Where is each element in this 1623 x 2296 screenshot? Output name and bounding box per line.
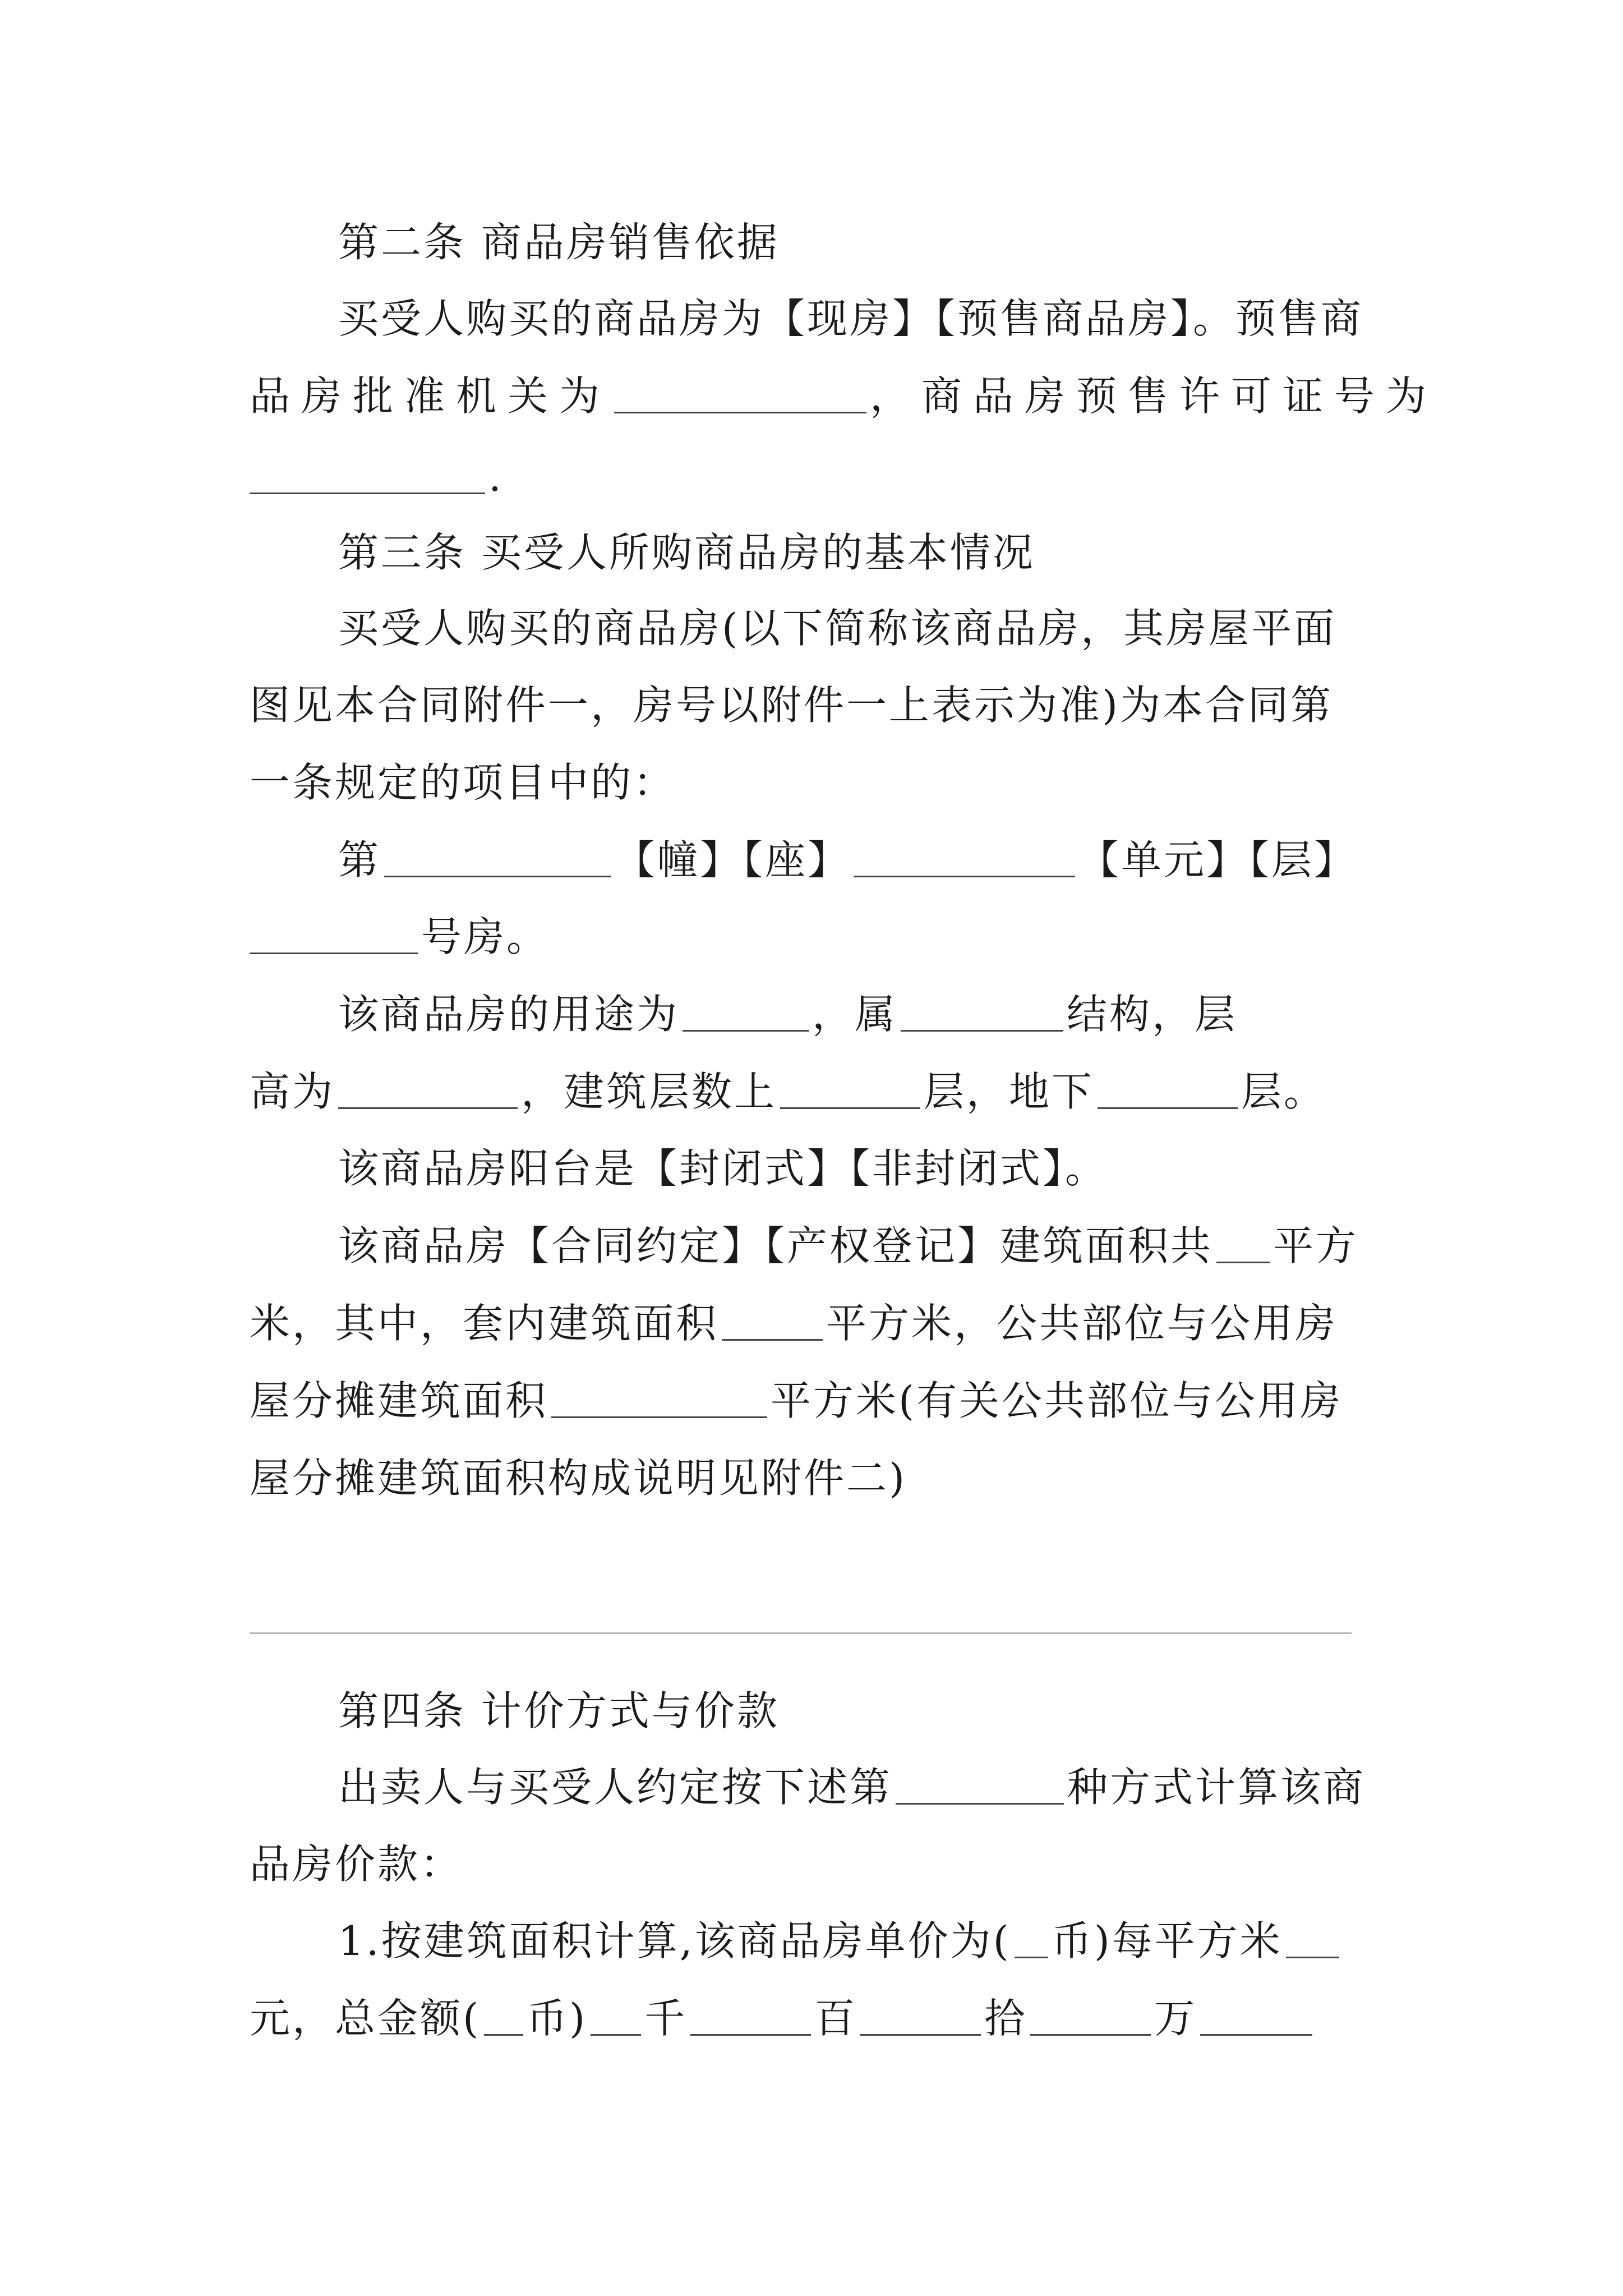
text: 万 [1154, 1995, 1197, 2042]
blank-room-no [250, 912, 418, 954]
section3-heading-text: 第三条 买受人所购商品房的基本情况 [338, 529, 1035, 576]
section3-para1-line1 [338, 600, 1336, 656]
text: 该商品房的用途为 [338, 991, 680, 1038]
text: 该商品房阳台是【封闭式】【非封闭式】。 [338, 1145, 1108, 1192]
blank-floor-height [338, 1067, 518, 1109]
text: 千 [644, 1995, 688, 2042]
text: 币)每平方米 [1051, 1917, 1283, 1964]
section3-para4 [338, 1140, 1108, 1197]
blank-currency [1015, 1916, 1048, 1958]
section2-heading-text: 第二条 商品房销售依据 [338, 219, 780, 266]
section3-para1-line3 [250, 754, 676, 811]
text: 【单元】【层】 [1078, 836, 1357, 884]
text: 品房批准机关为 [250, 372, 611, 420]
text: 图见本合同附件一，房号以附件一上表示为准)为本合同第 [250, 682, 1334, 729]
section4-heading-text: 第四条 计价方式与价款 [338, 1687, 780, 1734]
section3-heading [338, 524, 1035, 581]
section3-para2-line1 [338, 832, 1357, 888]
text: 该商品房【合同约定】【产权登记】建筑面积共 [338, 1222, 1214, 1269]
blank-method-no [896, 1763, 1064, 1805]
blank-shared-area [551, 1376, 767, 1418]
section3-para5-line2 [250, 1295, 1338, 1351]
text: 平方米(有关公共部位与公用房 [771, 1377, 1343, 1424]
blank-floors-below [1098, 1067, 1238, 1109]
text: 号房。 [421, 913, 550, 960]
blank-approval-authority [614, 371, 866, 413]
text: 品房价款： [250, 1841, 463, 1888]
section4-heading [338, 1683, 780, 1739]
text: 买受人购买的商品房(以下简称该商品房，其房屋平面 [338, 605, 1337, 652]
text: 1.按建筑面积计算,该商品房单价为( [338, 1917, 1011, 1964]
blank-thousand [591, 1994, 641, 2036]
blank-total-currency [484, 1994, 523, 2036]
blank-building-no [384, 835, 611, 877]
text: 币) [527, 1995, 588, 2042]
text: 种方式计算该商 [1067, 1764, 1366, 1811]
text: 层。 [1241, 1068, 1327, 1115]
section4-para2-line1 [338, 1913, 1343, 1969]
text: 平方 [1273, 1222, 1359, 1269]
section4-para1-line1 [338, 1759, 1366, 1815]
text: 百 [814, 1995, 857, 2042]
blank-floors-above [780, 1067, 920, 1109]
text: 高为 [250, 1068, 335, 1115]
text: . [488, 453, 504, 500]
section2-para1-line2 [250, 368, 1437, 424]
text: 结构，层 [1067, 991, 1238, 1038]
section3-para3-line1 [338, 986, 1237, 1042]
text: 拾 [984, 1995, 1027, 2042]
text: 元，总金额( [250, 1995, 481, 2042]
section4-para1-line2 [250, 1836, 463, 1892]
section4-para2-line2 [250, 1990, 1316, 2046]
blank-ten [860, 1994, 981, 2036]
blank-total-area [1216, 1221, 1270, 1263]
text: 出卖人与买受人约定按下述第 [338, 1764, 893, 1811]
text: 平方米，公共部位与公用房 [826, 1300, 1338, 1347]
text: ，建筑层数上 [521, 1068, 777, 1115]
blank-unit-no [854, 835, 1075, 877]
blank-usage [683, 990, 809, 1032]
section3-para5-line1 [338, 1218, 1358, 1274]
blank-hundred [690, 1994, 811, 2036]
section2-heading [338, 214, 780, 270]
text: 【幢】【座】 [615, 836, 851, 884]
text: 买受人购买的商品房为【现房】【预售商品房】。预售商 [338, 295, 1364, 342]
section2-para1-line3 [250, 449, 504, 505]
text: 层，地下 [924, 1068, 1095, 1115]
blank-structure [901, 990, 1063, 1032]
text: 第 [338, 836, 381, 884]
section3-para2-line2 [250, 909, 549, 965]
blank-presale-permit [250, 452, 485, 494]
blank-trailing [1200, 1994, 1312, 2036]
blank-inner-area [722, 1299, 823, 1341]
page-divider [250, 1632, 1352, 1634]
text: ，商品房预售许可证号为 [870, 372, 1438, 420]
text: 屋分摊建筑面积构成说明见附件二) [250, 1455, 907, 1502]
blank-unit-price [1286, 1916, 1339, 1958]
text: 米，其中，套内建筑面积 [250, 1300, 719, 1347]
text: 屋分摊建筑面积 [250, 1377, 548, 1424]
section3-para5-line3 [250, 1373, 1343, 1429]
section3-para5-line4 [250, 1450, 907, 1506]
blank-ten-thousand [1030, 1994, 1151, 2036]
text: 一条规定的项目中的： [250, 759, 676, 806]
text: ，属 [812, 991, 898, 1038]
section3-para1-line2 [250, 677, 1333, 733]
section3-para3-line2 [250, 1064, 1326, 1120]
section2-para1-line1 [338, 291, 1363, 347]
